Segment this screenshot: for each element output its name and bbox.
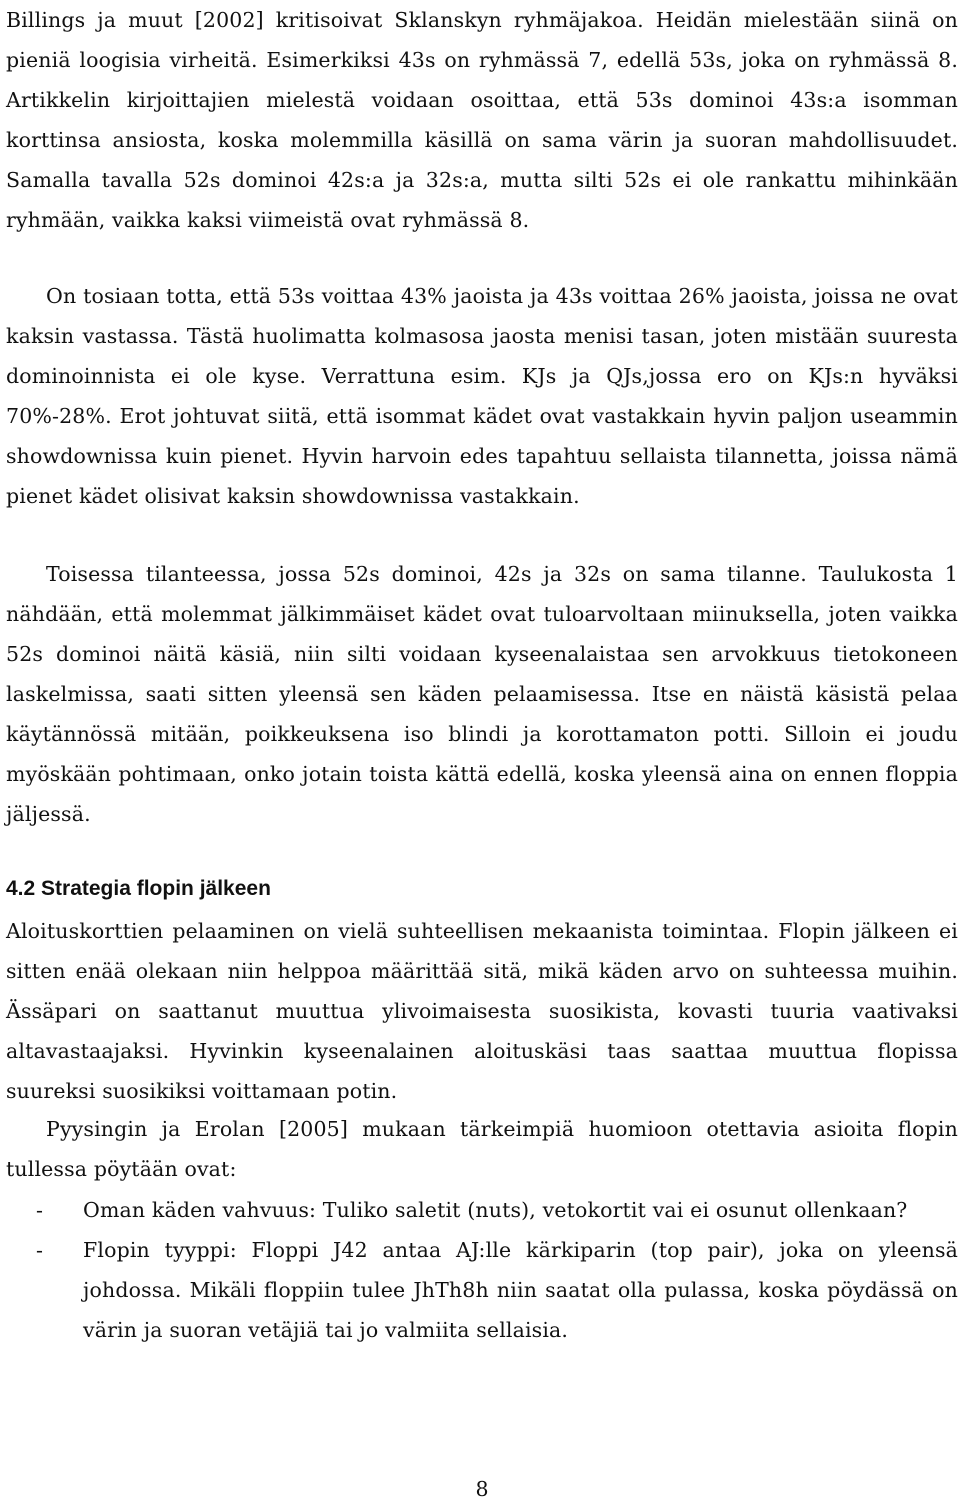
section-paragraph-2: Pyysingin ja Erolan [2005] mukaan tärkeimpiä huomioon otettavia asioita flopin tullessa pöytään ovat:: [6, 1117, 958, 1181]
list-item: [6, 1190, 958, 1230]
bullet-marker: -: [36, 1238, 44, 1262]
page-number: 8: [475, 1477, 489, 1501]
paragraph-1: Billings ja muut [2002] kritisoivat Sklanskyn ryhmäjakoa. Heidän mielestään siinä on pieniä loogisia virheitä. Esimerkiksi 43s on ryhmässä 7, edellä 53s, joka on ryhmässä 8. Artikkelin kirjoittajien mielestä voidaan osoittaa, että 53s dominoi 43s:a isomman korttinsa ansiosta, koska molemmilla käsillä on sama värin ja suoran mahdollisuudet. Samalla tavalla 52s dominoi 42s:a ja 32s:a, mutta silti 52s ei ole rankattu mihinkään ryhmään, vaikka kaksi viimeistä ovat ryhmässä 8.: [6, 8, 958, 232]
document-page: [6, 0, 958, 1504]
bullet-marker: -: [36, 1198, 44, 1222]
section-heading: 4.2 Strategia flopin jälkeen: [6, 877, 271, 900]
list-item-text: Oman käden vahvuus: Tuliko saletit (nuts), vetokortit vai ei osunut ollenkaan?: [83, 1198, 908, 1222]
paragraph-2: On tosiaan totta, että 53s voittaa 43% jaoista ja 43s voittaa 26% jaoista, joissa ne ovat kaksin vastassa. Tästä huolimatta kolmasosa jaosta menisi tasan, joten mistään suuresta dominoinnista ei ole kyse. Verrattuna esim. KJs ja QJs,jossa ero on KJs:n hyväksi 70%-28%. Erot johtuvat siitä, että isommat kädet ovat vastakkain hyvin paljon useammin showdownissa kuin pienet. Hyvin harvoin edes tapahtuu sellaista tilannetta, joissa nämä pienet kädet olisivat kaksin showdownissa vastakkain.: [6, 284, 958, 508]
section-paragraph-1: Aloituskorttien pelaaminen on vielä suhteellisen mekaanista toimintaa. Flopin jälkeen ei sitten enää olekaan niin helppoa määrittää sitä, mikä käden arvo on suhteessa muihin. Ässäpari on saattanut muuttua ylivoimaisesta suosikista, kovasti tuuria vaativaksi altavastaajaksi. Hyvinkin kyseenalainen aloituskäsi taas saattaa muuttua flopissa suureksi suosikiksi voittamaan potin.: [6, 919, 958, 1103]
paragraph-3: Toisessa tilanteessa, jossa 52s dominoi, 42s ja 32s on sama tilanne. Taulukosta 1 nähdään, että molemmat jälkimmäiset kädet ovat tuloarvoltaan miinuksella, joten vaikka 52s dominoi näitä käsiä, niin silti voidaan kyseenalaistaa sen arvokkuus tietokoneen laskelmissa, saati sitten yleensä sen käden pelaamisessa. Itse en näistä käsistä pelaa käytännössä mitään, poikkeuksena iso blindi ja korottamaton potti. Silloin ei joudu myöskään pohtimaan, onko jotain toista kättä edellä, koska yleensä aina on ennen floppia jäljessä.: [6, 562, 958, 826]
list-item-text: Flopin tyyppi: Floppi J42 antaa AJ:lle kärkiparin (top pair), joka on yleensä johdossa. Mikäli floppiin tulee JhTh8h niin saatat olla pulassa, koska pöydässä on värin ja suoran vetäjiä tai jo valmiita sellaisia.: [83, 1238, 958, 1342]
bullet-list: [6, 1190, 958, 1350]
list-item: [6, 1230, 958, 1350]
